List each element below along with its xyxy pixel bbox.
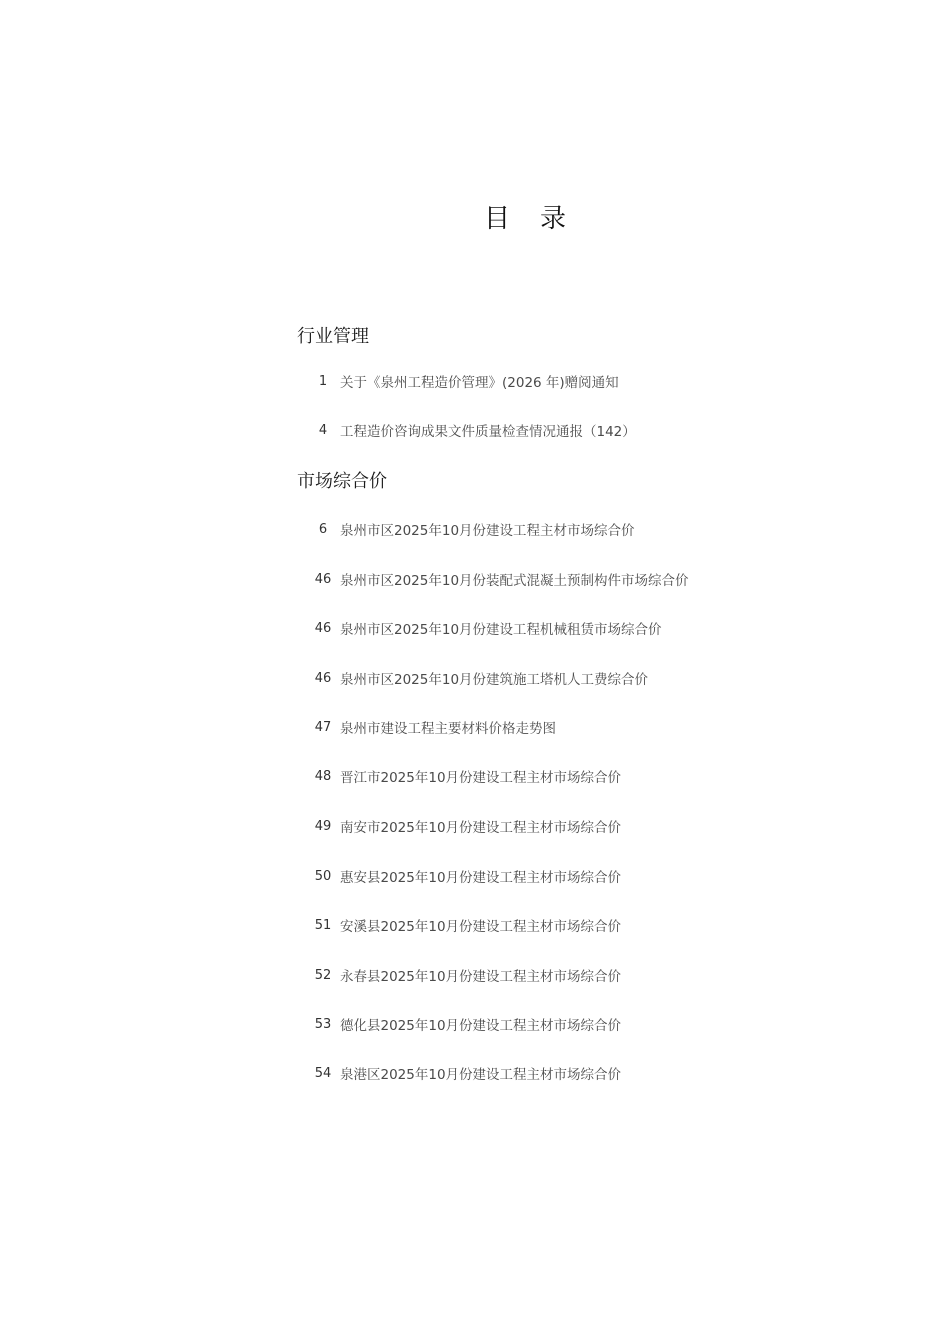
toc-entry[interactable] xyxy=(308,371,619,391)
toc-page-number: 49 xyxy=(314,818,332,834)
toc-page-number: 1 xyxy=(318,373,328,389)
toc-page-number: 46 xyxy=(314,571,332,587)
toc-page-number: 52 xyxy=(314,967,332,983)
toc-entry-title: 泉州市建设工程主要材料价格走势图 xyxy=(340,721,556,737)
toc-entry-title: 关于《泉州工程造价管理》(2026 年)赠阅通知 xyxy=(340,375,619,391)
toc-page-number: 53 xyxy=(314,1016,332,1032)
toc-entry-title: 安溪县2025年10月份建设工程主材市场综合价 xyxy=(340,919,622,935)
toc-page-number: 48 xyxy=(314,768,332,784)
section-heading-market-price: 市场综合价 xyxy=(297,471,387,492)
toc-entry[interactable] xyxy=(308,420,636,440)
toc-entry-title: 晋江市2025年10月份建设工程主材市场综合价 xyxy=(340,770,622,786)
toc-entry[interactable] xyxy=(308,816,621,836)
toc-page-number: 50 xyxy=(314,868,332,884)
toc-entry-title: 泉州市区2025年10月份装配式混凝土预制构件市场综合价 xyxy=(340,573,689,589)
toc-page-number: 46 xyxy=(314,620,332,636)
toc-entry[interactable] xyxy=(308,965,621,985)
toc-entry-title: 工程造价咨询成果文件质量检查情况通报（142） xyxy=(340,424,636,440)
toc-entry-title: 惠安县2025年10月份建设工程主材市场综合价 xyxy=(340,870,622,886)
toc-entry-title: 德化县2025年10月份建设工程主材市场综合价 xyxy=(340,1018,622,1034)
toc-entry[interactable] xyxy=(308,717,556,737)
section-heading-industry-management: 行业管理 xyxy=(297,326,369,347)
toc-entry[interactable] xyxy=(308,1063,621,1083)
toc-entry[interactable] xyxy=(308,766,621,786)
toc-page-number: 54 xyxy=(314,1065,332,1081)
toc-entry[interactable] xyxy=(308,866,621,886)
toc-page-number: 6 xyxy=(318,521,328,537)
toc-entry[interactable] xyxy=(308,1014,621,1034)
toc-page-number: 51 xyxy=(314,917,332,933)
page-title: 目录 xyxy=(484,204,597,234)
toc-entry-title: 泉州市区2025年10月份建筑施工塔机人工费综合价 xyxy=(340,672,649,688)
toc-entry-title: 泉港区2025年10月份建设工程主材市场综合价 xyxy=(340,1067,622,1083)
toc-entry-title: 泉州市区2025年10月份建设工程主材市场综合价 xyxy=(340,523,635,539)
toc-page-number: 4 xyxy=(318,422,328,438)
toc-page-number: 47 xyxy=(314,719,332,735)
toc-entry[interactable] xyxy=(308,569,689,589)
toc-entry-title: 泉州市区2025年10月份建设工程机械租赁市场综合价 xyxy=(340,622,662,638)
toc-entry-title: 南安市2025年10月份建设工程主材市场综合价 xyxy=(340,820,622,836)
toc-entry[interactable] xyxy=(308,519,635,539)
toc-page-number: 46 xyxy=(314,670,332,686)
toc-entry[interactable] xyxy=(308,915,621,935)
toc-entry[interactable] xyxy=(308,668,648,688)
toc-entry-title: 永春县2025年10月份建设工程主材市场综合价 xyxy=(340,969,622,985)
toc-entry[interactable] xyxy=(308,618,662,638)
